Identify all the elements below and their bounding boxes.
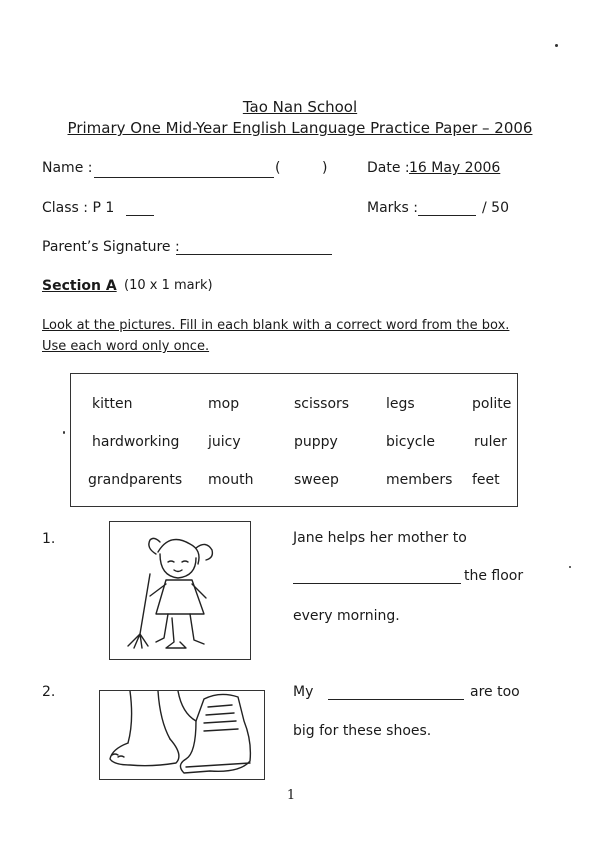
word-members: members bbox=[386, 472, 453, 488]
word-mouth: mouth bbox=[208, 472, 254, 488]
word-polite: polite bbox=[472, 396, 512, 412]
date-label: Date : bbox=[367, 160, 410, 176]
scan-speck bbox=[555, 44, 558, 47]
name-paren-open: ( bbox=[275, 160, 281, 176]
word-puppy: puppy bbox=[294, 434, 338, 450]
word-sweep: sweep bbox=[294, 472, 339, 488]
question-2-line-1-end: are too bbox=[470, 684, 520, 700]
feet-and-shoe-icon bbox=[100, 691, 264, 779]
question-2-picture bbox=[99, 690, 265, 780]
instruction-line-2: Use each word only once. bbox=[42, 339, 210, 354]
section-marks: (10 x 1 mark) bbox=[124, 278, 213, 293]
instruction-line-1: Look at the pictures. Fill in each blank with a correct word from the box. bbox=[42, 318, 510, 333]
word-bicycle: bicycle bbox=[386, 434, 435, 450]
question-2-line-2: big for these shoes. bbox=[293, 723, 432, 739]
word-scissors: scissors bbox=[294, 396, 350, 412]
paper-title: Primary One Mid-Year English Language Practice Paper – 2006 bbox=[67, 119, 533, 137]
scan-speck bbox=[63, 431, 65, 434]
word-hardworking: hardworking bbox=[92, 434, 180, 450]
class-blank[interactable] bbox=[126, 214, 154, 216]
word-legs: legs bbox=[386, 396, 415, 412]
parent-signature-blank[interactable] bbox=[176, 253, 332, 255]
school-name: Tao Nan School bbox=[242, 98, 358, 116]
section-title: Section A bbox=[42, 278, 117, 294]
question-1-answer-blank[interactable] bbox=[293, 582, 461, 584]
word-feet: feet bbox=[472, 472, 500, 488]
name-paren-close: ) bbox=[322, 160, 328, 176]
question-1-line-3: every morning. bbox=[293, 608, 400, 624]
parent-signature-label: Parent’s Signature : bbox=[42, 239, 180, 255]
scan-speck bbox=[569, 566, 571, 568]
question-1-line-2: the floor bbox=[464, 568, 524, 584]
name-label: Name : bbox=[42, 160, 93, 176]
question-1-picture bbox=[109, 521, 251, 660]
question-2-answer-blank[interactable] bbox=[328, 698, 464, 700]
word-ruler: ruler bbox=[474, 434, 507, 450]
word-kitten: kitten bbox=[92, 396, 133, 412]
class-label: Class : P 1 bbox=[42, 200, 115, 216]
word-mop: mop bbox=[208, 396, 240, 412]
question-2-number: 2. bbox=[42, 684, 56, 700]
question-1-number: 1. bbox=[42, 531, 56, 547]
question-1-line-1: Jane helps her mother to bbox=[293, 530, 467, 546]
name-blank[interactable] bbox=[94, 176, 274, 178]
girl-sweeping-icon bbox=[110, 522, 250, 659]
date-value: 16 May 2006 bbox=[409, 160, 501, 176]
question-2-line-1-start: My bbox=[293, 684, 314, 700]
page-number: 1 bbox=[286, 788, 296, 803]
marks-blank[interactable] bbox=[418, 214, 476, 216]
marks-label: Marks : bbox=[367, 200, 418, 216]
word-box bbox=[70, 373, 518, 507]
marks-total: / 50 bbox=[482, 200, 509, 216]
word-grandparents: grandparents bbox=[88, 472, 183, 488]
word-juicy: juicy bbox=[208, 434, 241, 450]
